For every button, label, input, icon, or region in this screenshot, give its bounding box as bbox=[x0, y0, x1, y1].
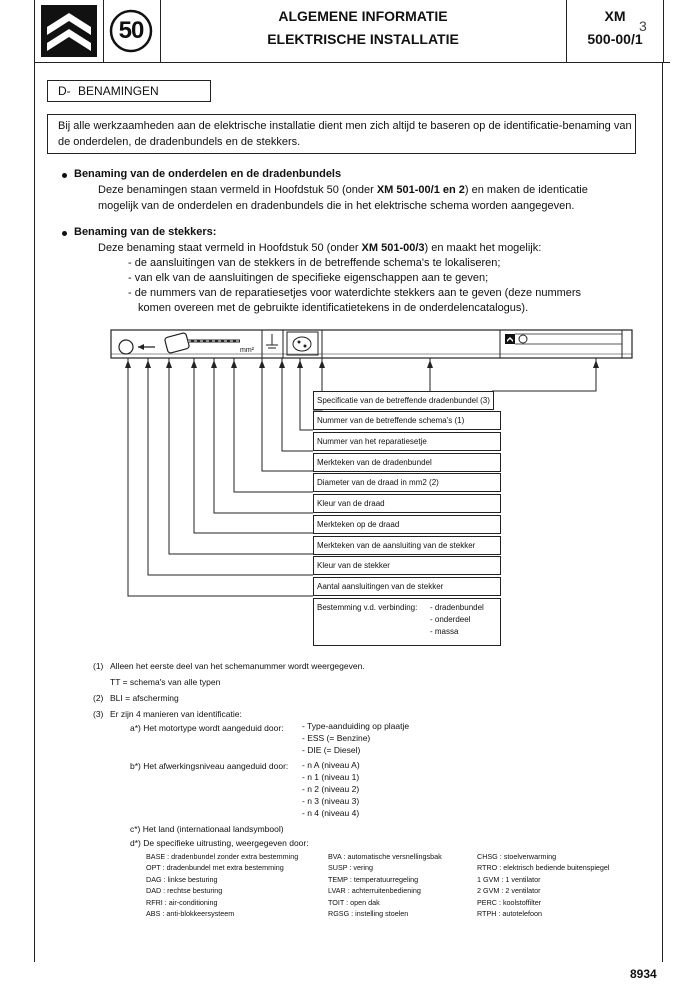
label-harness-spec: Specificatie van de betreffende dradenbundel (3) bbox=[313, 391, 494, 410]
note-b-item-3: - n 2 (niveau 2) bbox=[302, 784, 360, 794]
repair-kit-icon bbox=[287, 332, 318, 355]
abbr-col-2 bbox=[328, 852, 442, 920]
note-b-item-2: - n 1 (niveau 1) bbox=[302, 772, 360, 782]
note-2-text: BLI = afscherming bbox=[110, 693, 179, 703]
abbr-item: BVA : automatische versnellingsbak bbox=[328, 852, 442, 861]
note-c-label: c*) Het land (internationaal landsymbool) bbox=[130, 824, 284, 834]
header-title-line2: ELEKTRISCHE INSTALLATIE bbox=[267, 31, 459, 47]
abbr-item: TEMP : temperatuurregeling bbox=[328, 874, 419, 884]
abbr-item: BASE : dradenbundel zonder extra bestemming bbox=[146, 852, 299, 861]
bullet1-text-line2: mogelijk van de onderdelen en dradenbundels die in het elektrische schema worden aangegeven. bbox=[98, 200, 575, 212]
section-title: BENAMINGEN bbox=[78, 84, 159, 98]
abbr-item: 2 GVM : 2 ventilator bbox=[477, 886, 541, 896]
abbr-item: TOIT : open dak bbox=[328, 897, 380, 907]
note-a-item-2: - ESS (= Benzine) bbox=[302, 733, 371, 743]
label-wire-color: Kleur van de draad bbox=[313, 494, 501, 513]
note-3-text: Er zijn 4 manieren van identificatie: bbox=[110, 709, 242, 719]
abbr-item: DAD : rechtse besturing bbox=[146, 886, 223, 896]
note-b-label: b*) Het afwerkingsniveau aangeduid door: bbox=[130, 761, 289, 771]
abbr-col-1 bbox=[146, 852, 298, 920]
bullet2-item-3-cont: komen overeen met de gebruikte identificatietekens in de onderdelencatalogus). bbox=[138, 302, 529, 314]
connector-circle-icon bbox=[119, 340, 133, 354]
abbr-item: RTRO : elektrisch bediende buitenspiegel bbox=[477, 863, 610, 873]
doc-code-line1: XM bbox=[604, 8, 626, 24]
chapter-badge-number: 50 bbox=[118, 17, 144, 44]
abbr-col-3 bbox=[477, 852, 610, 920]
note-1-num: (1) bbox=[93, 661, 104, 671]
bullet2-text-pre: Deze benaming staat vermeld in Hoofdstuk 50 (onder bbox=[98, 242, 362, 254]
abbr-item: ABS : anti-blokkeersysteem bbox=[146, 908, 235, 918]
header-title-line1: ALGEMENE INFORMATIE bbox=[278, 8, 448, 24]
unit-label: mm² bbox=[240, 347, 254, 354]
note-a-item-3: - DIE (= Diesel) bbox=[302, 745, 361, 755]
intro-text: Bij alle werkzaamheden aan de elektrische installatie dient men zich altijd te baseren op de identificatie-benaming van de onderdelen, de dradenbundels en de stekkers. bbox=[58, 120, 632, 148]
bullet2-heading: Benaming van de stekkers: bbox=[74, 226, 217, 238]
abbr-item: CHSG : stoelverwarming bbox=[477, 852, 557, 861]
note-a-item-1: - Type-aanduiding op plaatje bbox=[302, 721, 410, 731]
bullet2-text-bold: XM 501-00/3 bbox=[361, 242, 425, 254]
note-b-item-4: - n 3 (niveau 3) bbox=[302, 796, 360, 806]
page-number: 3 bbox=[639, 18, 647, 34]
destination-label: Bestemming v.d. verbinding: bbox=[317, 603, 418, 612]
abbr-item: LVAR : achterruitenbediening bbox=[328, 886, 421, 896]
abbr-item: RTPH : autotelefoon bbox=[477, 908, 542, 918]
note-d-label: d*) De specifieke uitrusting, weergegeven door: bbox=[130, 838, 309, 848]
section-tag: D- bbox=[58, 84, 71, 98]
bullet2-text-post: ) en maakt het mogelijk: bbox=[424, 242, 542, 254]
footer-number: 8934 bbox=[630, 967, 657, 981]
label-harness-mark: Merkteken van de dradenbundel bbox=[313, 453, 501, 472]
bullet1-text-post: ) en maken de identicatie bbox=[464, 184, 588, 196]
label-terminal-count: Aantal aansluitingen van de stekker bbox=[313, 577, 501, 596]
note-b-item-1: - n A (niveau A) bbox=[302, 760, 360, 770]
label-terminal-mark: Merkteken van de aansluiting van de stekker bbox=[313, 536, 501, 555]
note-a-label: a*) Het motortype wordt aangeduid door: bbox=[130, 723, 284, 733]
note-b-item-5: - n 4 (niveau 4) bbox=[302, 808, 360, 818]
abbr-item: SUSP : vering bbox=[328, 863, 374, 873]
bullet2-item-3: - de nummers van de reparatiesetjes voor waterdichte stekkers aan te geven (deze nummers bbox=[128, 287, 582, 299]
destination-option-1: - dradenbundel bbox=[430, 603, 484, 612]
abbr-item: PERC : koolstoffilter bbox=[477, 897, 542, 907]
bullet1-text-pre: Deze benamingen staan vermeld in Hoofdstuk 50 (onder bbox=[98, 184, 377, 196]
label-wire-diameter: Diameter van de draad in mm2 (2) bbox=[313, 473, 501, 492]
abbr-item: RGSG : instelling stoelen bbox=[328, 908, 409, 918]
doc-code-line2: 500-00/1 bbox=[587, 31, 643, 47]
abbr-item: RFRI : air-conditioning bbox=[146, 897, 218, 907]
label-wire-mark: Merkteken op de draad bbox=[313, 515, 501, 534]
abbr-item: OPT : dradenbundel met extra bestemming bbox=[146, 863, 284, 873]
abbr-item: 1 GVM : 1 ventilator bbox=[477, 874, 541, 884]
note-3-num: (3) bbox=[93, 709, 104, 719]
bullet2-item-1: - de aansluitingen van de stekkers in de betreffende schema's te lokaliseren; bbox=[128, 257, 501, 269]
ground-symbol-icon bbox=[266, 334, 278, 348]
label-connector-color: Kleur van de stekker bbox=[313, 556, 501, 575]
abbr-item: DAG : linkse besturing bbox=[146, 874, 218, 884]
label-schema-number: Nummer van de betreffende schema's (1) bbox=[313, 411, 501, 430]
label-repair-kit-number: Nummer van het reparatiesetje bbox=[313, 432, 501, 451]
bullet1-text-bold: XM 501-00/1 en 2 bbox=[376, 184, 465, 196]
bullet2-item-2: - van elk van de aansluitingen de specifieke eigenschappen aan te geven; bbox=[128, 272, 489, 284]
destination-option-2: - onderdeel bbox=[430, 615, 471, 624]
bullet1-heading: Benaming van de onderdelen en de dradenbundels bbox=[74, 168, 342, 180]
note-1-text: Alleen het eerste deel van het schemanummer wordt weergegeven. bbox=[110, 661, 365, 671]
note-1-sub: TT = schema's van alle typen bbox=[110, 677, 221, 687]
destination-option-3: - massa bbox=[430, 627, 459, 636]
wire-drawing-icon bbox=[164, 332, 240, 353]
destination-box bbox=[313, 598, 501, 646]
note-2-num: (2) bbox=[93, 693, 104, 703]
